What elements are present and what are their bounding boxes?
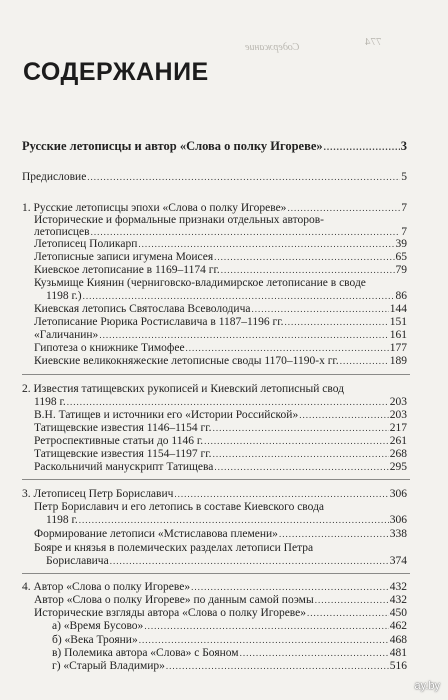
leader-dots — [214, 460, 388, 474]
toc-entry — [34, 276, 407, 290]
toc-entry-title: б) «Века Трояни» — [52, 634, 138, 646]
toc-entry-page: 432 — [389, 581, 407, 593]
toc-entry-title: «Галичанин» — [34, 329, 99, 341]
toc-entry-title: Исторические и формальные признаки отдельных авторов- — [34, 214, 325, 226]
leader-dots — [99, 328, 388, 342]
leader-dots — [279, 527, 389, 541]
toc-entry — [34, 302, 407, 316]
leader-dots — [138, 237, 394, 251]
bleed-through-pagenum: 774 — [365, 36, 382, 48]
toc-entry — [46, 554, 407, 568]
toc-entry — [22, 487, 407, 501]
toc-entry-title: Киевская летопись Святослава Всеволодича — [34, 303, 251, 315]
toc-entry-title: Киевское летописание в 1169–1174 гг. — [34, 264, 220, 276]
toc-entry-page: 306 — [389, 488, 407, 500]
toc-entry-page: 7 — [401, 202, 407, 214]
leader-dots — [186, 341, 389, 355]
toc-entry — [34, 395, 407, 409]
leader-dots — [174, 487, 388, 501]
toc-entry-title: Петр Бориславич и его летопись в составе Киевского свода — [34, 501, 325, 513]
toc-entry-title: Бояре и князья в полемических разделах летописи Петра — [34, 542, 314, 554]
leader-dots — [79, 513, 389, 527]
toc-entry — [22, 382, 407, 396]
toc-entry-page: 468 — [389, 634, 407, 646]
toc-entry — [34, 341, 407, 355]
toc-entry — [34, 328, 407, 342]
watermark: ay.by — [414, 680, 440, 692]
leader-dots — [299, 408, 389, 422]
leader-dots — [166, 659, 389, 673]
toc-entry-page: 462 — [389, 620, 407, 632]
toc-entry — [34, 541, 407, 555]
bleed-through-text: Содержание — [245, 42, 300, 53]
toc-entry — [34, 408, 407, 422]
toc-entry-title: 3. Летописец Петр Бориславич — [22, 488, 174, 500]
leader-dots — [213, 447, 389, 461]
toc-entry-page: 3 — [400, 139, 407, 153]
toc-entry-title: Татищевские известия 1146–1154 гг. — [34, 422, 212, 434]
toc-entry-title: Автор «Слова о полку Игореве» по данным самой поэмы — [34, 594, 314, 606]
toc-entry — [46, 513, 407, 527]
toc-entry — [46, 289, 407, 303]
toc-entry-page: 295 — [389, 461, 407, 473]
toc-entry-title: Русские летописцы и автор «Слова о полку Игореве» — [22, 139, 323, 153]
toc-entry-page: 86 — [395, 290, 407, 302]
toc-entry-page: 338 — [389, 528, 407, 540]
toc-entry-page: 39 — [395, 238, 407, 250]
leader-dots — [221, 263, 395, 277]
toc-entry-title: 1198 г. — [46, 514, 78, 526]
toc-entry-title: Летописание Рюрика Ростиславича в 1187–1196 гг. — [34, 316, 284, 328]
toc-entry — [34, 250, 407, 264]
toc-entry-page: 261 — [389, 435, 407, 447]
section-divider — [22, 573, 410, 574]
toc-entry-page: 374 — [389, 555, 407, 567]
leader-dots — [83, 289, 395, 303]
toc-entry-title: 1. Русские летописцы эпохи «Слова о полку Игореве» — [22, 202, 287, 214]
toc-entry-page: 217 — [389, 422, 407, 434]
leader-dots — [340, 354, 389, 368]
toc-entry-title: Бориславича — [46, 555, 109, 567]
toc-entry-page: 203 — [389, 409, 407, 421]
toc-entry-title: Исторические взгляды автора «Слова о полку Игореве» — [34, 607, 307, 619]
leader-dots — [240, 646, 389, 660]
toc-entry-page: 161 — [389, 329, 407, 341]
toc-entry-title: Гипотеза о книжнике Тимофее — [34, 342, 185, 354]
toc-entry — [34, 500, 407, 514]
toc-entry-page: 203 — [389, 396, 407, 408]
toc-entry — [52, 619, 407, 633]
leader-dots — [315, 593, 389, 607]
toc-entry — [22, 580, 407, 594]
toc-entry-title: Предисловие — [22, 171, 87, 183]
toc-entry — [22, 139, 407, 154]
toc-entry — [34, 593, 407, 607]
toc-entry-page: 177 — [389, 342, 407, 354]
toc-entry-page: 481 — [389, 647, 407, 659]
toc-entry-page: 516 — [389, 660, 407, 672]
toc-entry-title: Кузьмище Киянин (черниговско-владимирское летописание в своде — [34, 277, 366, 289]
toc-entry — [34, 237, 407, 251]
toc-entry-title: Раскольничий манускрипт Татищева — [34, 461, 214, 473]
toc-entry-title: 1198 г. — [34, 396, 66, 408]
toc-entry — [34, 434, 407, 448]
leader-dots — [324, 140, 400, 154]
toc-entry-page: 79 — [395, 264, 407, 276]
toc-entry-page: 65 — [395, 251, 407, 263]
toc-entry — [34, 315, 407, 329]
leader-dots — [251, 302, 388, 316]
toc-entry — [34, 447, 407, 461]
toc-entry — [34, 527, 407, 541]
toc-entry — [34, 421, 407, 435]
toc-entry — [52, 633, 407, 647]
toc-entry-title: в) Полемика автора «Слова» с Бояном — [52, 647, 239, 659]
toc-entry-title: Ретроспективные статьи до 1146 г. — [34, 435, 204, 447]
toc-entry-title: В.Н. Татищев и источники его «Истории Российской» — [34, 409, 299, 421]
leader-dots — [204, 434, 389, 448]
toc-entry-page: 5 — [401, 171, 407, 183]
toc-entry-title: Киевские великокняжеские летописные своды 1170–1190-х гг. — [34, 355, 339, 367]
toc-entry — [34, 263, 407, 277]
leader-dots — [144, 619, 388, 633]
toc-entry-page: 189 — [389, 355, 407, 367]
toc-entry-page: 7 — [401, 226, 407, 238]
toc-entry-page: 306 — [389, 514, 407, 526]
toc-entry-title: Татищевские известия 1154–1197 гг. — [34, 448, 212, 460]
leader-dots — [307, 606, 389, 620]
leader-dots — [213, 421, 389, 435]
toc-entry — [22, 170, 407, 184]
toc-entry — [52, 646, 407, 660]
leader-dots — [191, 580, 389, 594]
toc-entry-page: 151 — [389, 316, 407, 328]
toc-entry-title: летописцев — [34, 226, 90, 238]
section-divider — [22, 374, 410, 375]
toc-entry-title: 1198 г.) — [46, 290, 82, 302]
leader-dots — [67, 395, 389, 409]
leader-dots — [214, 250, 394, 264]
page-title: СОДЕРЖАНИЕ — [23, 58, 209, 86]
toc-entry-page: 450 — [389, 607, 407, 619]
toc-entry-page: 268 — [389, 448, 407, 460]
toc-entry-title: Летописные записи игумена Моисея — [34, 251, 214, 263]
toc-entry-page: 432 — [389, 594, 407, 606]
toc-entry — [34, 606, 407, 620]
toc-entry-title: а) «Время Бусово» — [52, 620, 144, 632]
toc-entry — [52, 659, 407, 673]
toc-entry — [34, 354, 407, 368]
toc-entry — [34, 460, 407, 474]
toc-entry-title: 2. Известия татищевских рукописей и Киевский летописный свод — [22, 383, 344, 395]
toc-entry-page: 144 — [389, 303, 407, 315]
toc-entry-title: Формирование летописи «Мстиславова племени» — [34, 528, 278, 540]
toc-entry-title: г) «Старый Владимир» — [52, 660, 165, 672]
leader-dots — [139, 633, 389, 647]
section-divider — [22, 479, 410, 480]
leader-dots — [285, 315, 389, 329]
leader-dots — [110, 554, 389, 568]
leader-dots — [87, 170, 400, 184]
toc-entry-title: Летописец Поликарп — [34, 238, 138, 250]
toc-entry-title: 4. Автор «Слова о полку Игореве» — [22, 581, 191, 593]
